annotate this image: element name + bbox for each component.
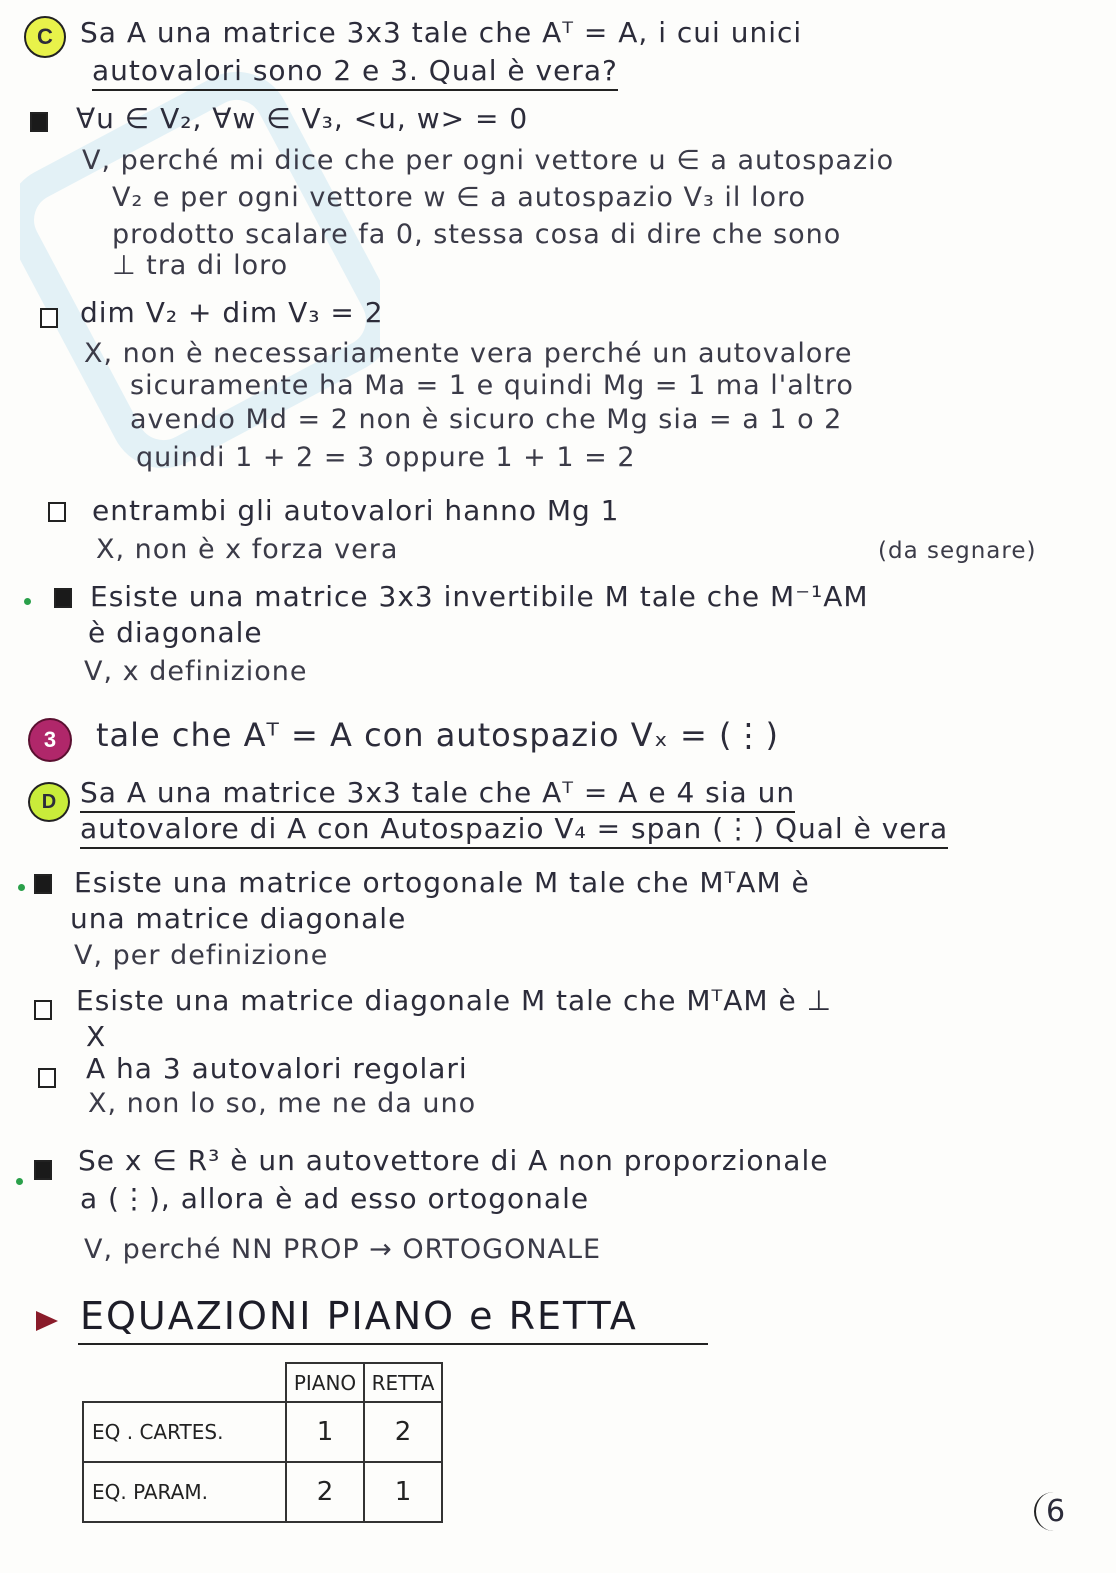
heading-underline	[78, 1343, 708, 1345]
arrow-bullet-icon	[34, 1308, 60, 1334]
option-statement: entrambi gli autovalori hanno Mg 1	[92, 494, 620, 527]
question-c-marker: C	[24, 16, 66, 58]
option-statement: dim V₂ + dim V₃ = 2	[80, 296, 384, 329]
option-note: ⊥ tra di loro	[112, 250, 289, 281]
correct-answer-dot	[16, 1178, 23, 1185]
option-note: V, perché NN PROP → ORTOGONALE	[84, 1234, 602, 1265]
option-note: V, x definizione	[84, 656, 308, 687]
table-row	[83, 1402, 442, 1462]
question-3-text: tale che Aᵀ = A con autospazio Vₓ = (⋮)	[96, 716, 779, 754]
option-note: X	[86, 1020, 107, 1053]
option-aside: (da segnare)	[878, 538, 1037, 564]
table-row	[83, 1462, 442, 1522]
option-checkbox[interactable]	[38, 1068, 56, 1088]
option-note: V, per definizione	[74, 940, 329, 971]
option-statement: Esiste una matrice diagonale M tale che MᵀAM è ⊥	[76, 984, 832, 1017]
option-statement: Esiste una matrice ortogonale M tale che MᵀAM è	[74, 866, 810, 899]
option-checkbox[interactable]	[40, 308, 58, 328]
table-cell: 1	[364, 1462, 442, 1522]
option-note: quindi 1 + 2 = 3 oppure 1 + 1 = 2	[136, 442, 636, 473]
option-note: avendo Md = 2 non è sicuro che Mg sia = a 1 o 2	[130, 404, 843, 435]
option-checkbox[interactable]	[34, 1000, 52, 1020]
section-heading: EQUAZIONI PIANO e RETTA	[80, 1294, 638, 1338]
option-note: V, perché mi dice che per ogni vettore u ∈ a autospazio	[82, 145, 895, 176]
question-c-line2: autovalori sono 2 e 3. Qual è vera?	[92, 54, 618, 91]
option-note: V₂ e per ogni vettore w ∈ a autospazio V₃ il loro	[112, 182, 807, 213]
option-checkbox[interactable]	[48, 502, 66, 522]
column-header: RETTA	[364, 1363, 442, 1402]
option-statement-cont: è diagonale	[88, 616, 263, 649]
option-statement: Esiste una matrice 3x3 invertibile M tale che M⁻¹AM	[90, 580, 869, 613]
option-checkbox[interactable]	[30, 112, 48, 132]
option-statement-cont: una matrice diagonale	[70, 902, 407, 935]
option-statement: Se x ∈ R³ è un autovettore di A non proporzionale	[78, 1144, 829, 1177]
option-note: X, non è necessariamente vera perché un autovalore	[84, 338, 853, 369]
option-note: X, non lo so, me ne da uno	[88, 1088, 477, 1119]
page-number: 6	[1034, 1494, 1072, 1529]
question-d-line1: Sa A una matrice 3x3 tale che Aᵀ = A e 4 sia un	[80, 776, 795, 813]
option-statement-cont: a (⋮), allora è ad esso ortogonale	[80, 1182, 590, 1215]
column-header: PIANO	[286, 1363, 364, 1402]
option-checkbox[interactable]	[54, 588, 72, 608]
table-cell: 2	[364, 1402, 442, 1462]
question-d-line2: autovalore di A con Autospazio V₄ = span (⋮) Qual è vera	[80, 812, 948, 849]
row-label: EQ. PARAM.	[83, 1462, 286, 1522]
option-note: prodotto scalare fa 0, stessa cosa di dire che sono	[112, 219, 842, 250]
option-note: X, non è x forza vera	[96, 534, 399, 565]
option-checkbox[interactable]	[34, 1160, 52, 1180]
option-note: sicuramente ha Ma = 1 e quindi Mg = 1 ma l'altro	[130, 370, 854, 401]
question-3-marker: 3	[28, 718, 72, 762]
option-checkbox[interactable]	[34, 874, 52, 894]
row-label: EQ . CARTES.	[83, 1402, 286, 1462]
correct-answer-dot	[24, 598, 31, 605]
option-statement: ∀u ∈ V₂, ∀w ∈ V₃, <u, w> = 0	[76, 102, 529, 135]
option-statement: A ha 3 autovalori regolari	[86, 1052, 468, 1085]
table-header-row	[83, 1363, 442, 1402]
correct-answer-dot	[18, 884, 25, 891]
question-d-marker: D	[28, 782, 70, 822]
question-c-line1: Sa A una matrice 3x3 tale che Aᵀ = A, i cui unici	[80, 16, 803, 49]
equations-table	[82, 1362, 443, 1523]
table-cell: 2	[286, 1462, 364, 1522]
table-cell: 1	[286, 1402, 364, 1462]
